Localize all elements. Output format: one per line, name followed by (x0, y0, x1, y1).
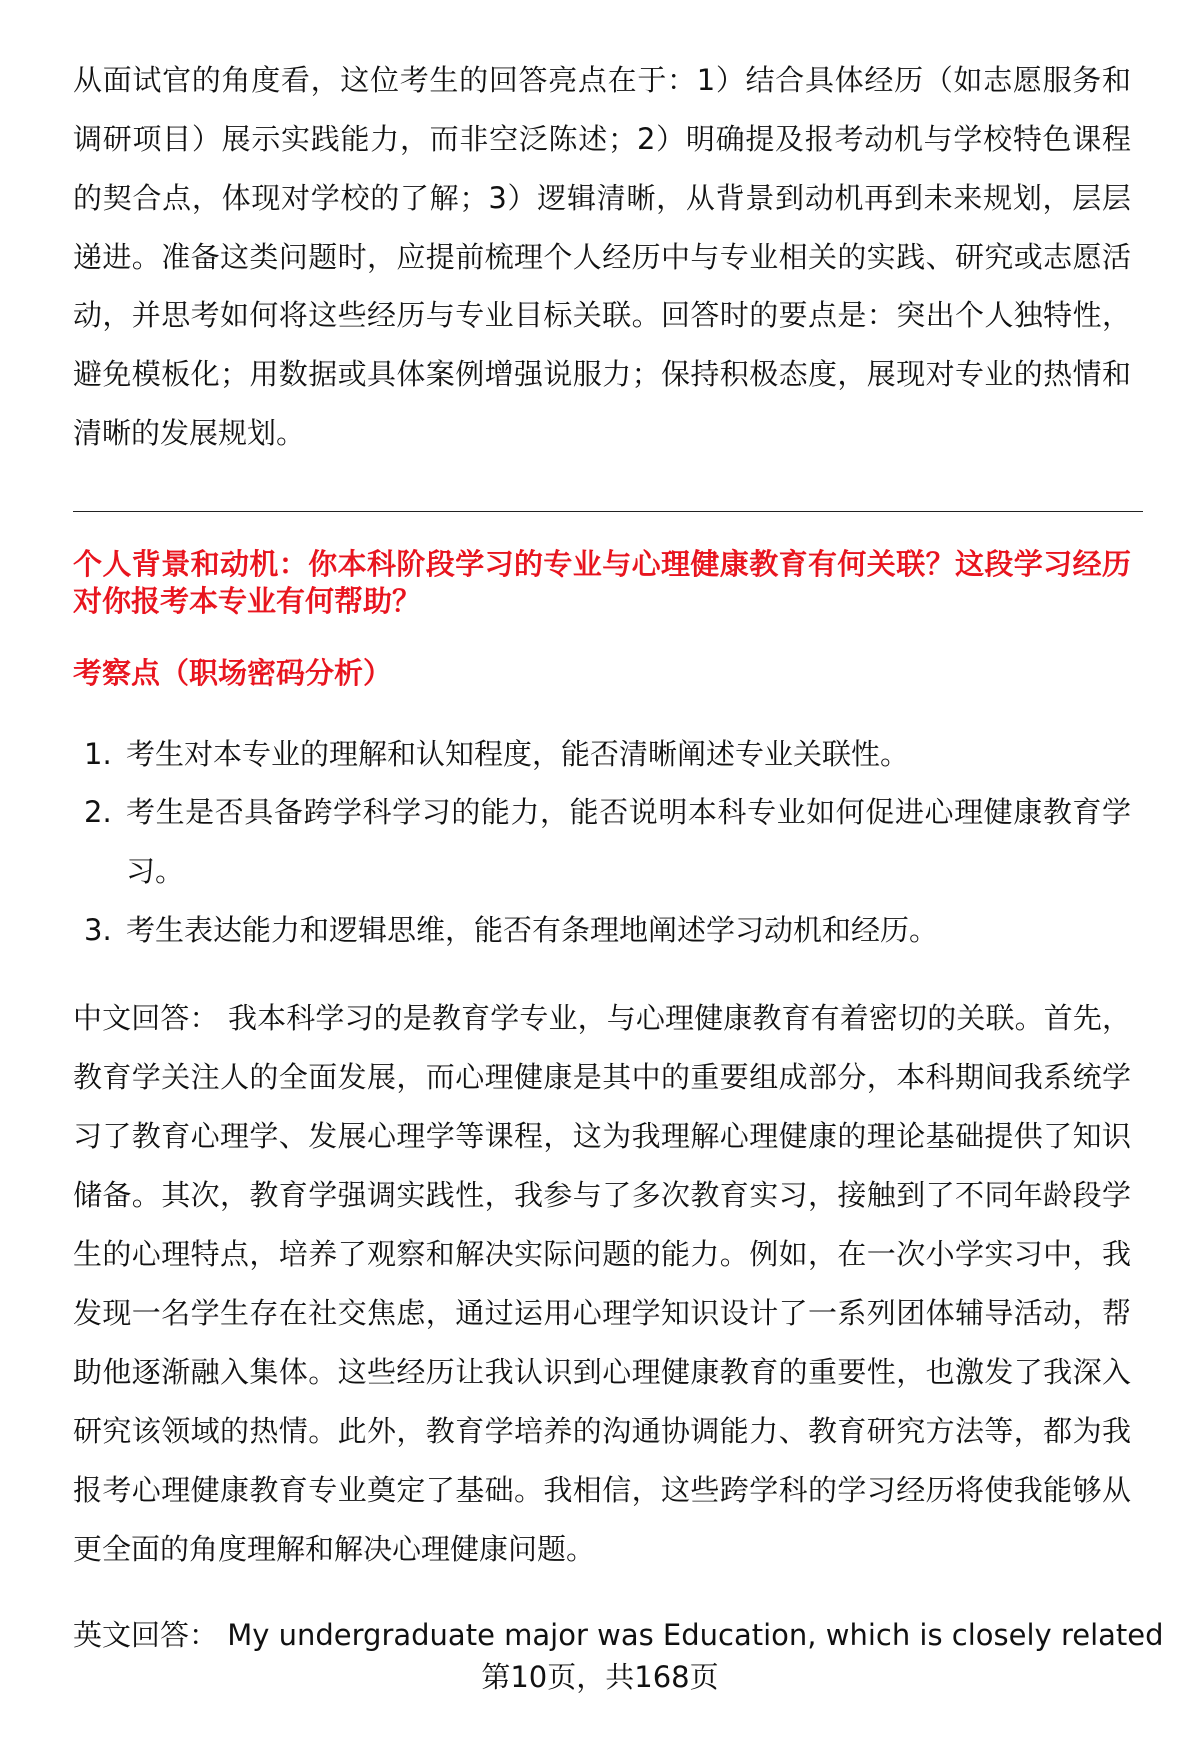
page-number: 第10页，共168页 (481, 1660, 719, 1694)
text-line: 教育学关注人的全面发展，而心理健康是其中的重要组成部分，本科期间我系统学 (73, 1060, 1131, 1094)
text-line: 的契合点，体现对学校的了解；3）逻辑清晰，从背景到动机再到未来规划，层层 (73, 181, 1131, 215)
text-line: 助他逐渐融入集体。这些经历让我认识到心理健康教育的重要性，也激发了我深入 (73, 1355, 1131, 1389)
text-line: 从面试官的角度看，这位考生的回答亮点在于：1）结合具体经历（如志愿服务和 (73, 63, 1131, 97)
question-line: 对你报考本专业有何帮助？ (73, 584, 422, 618)
list-number: 3. (84, 913, 112, 947)
text-line: 动，并思考如何将这些经历与专业目标关联。回答时的要点是：突出个人独特性， (73, 298, 1131, 332)
text-line: 递进。准备这类问题时，应提前梳理个人经历中与专业相关的实践、研究或志愿活 (73, 240, 1131, 274)
text-line: 报考心理健康教育专业奠定了基础。我相信，这些跨学科的学习经历将使我能够从 (73, 1473, 1131, 1507)
text-line: 生的心理特点，培养了观察和解决实际问题的能力。例如，在一次小学实习中，我 (73, 1237, 1131, 1271)
english-answer: 英文回答： My undergraduate major was Education, which is closely related (73, 1618, 1164, 1652)
text-line: 更全面的角度理解和解决心理健康问题。 (73, 1532, 596, 1566)
text-line: 中文回答： 我本科学习的是教育学专业，与心理健康教育有着密切的关联。首先， (73, 1001, 1131, 1035)
question-line: 个人背景和动机：你本科阶段学习的专业与心理健康教育有何关联？这段学习经历 (73, 547, 1131, 581)
list-number: 1. (84, 737, 112, 771)
list-text: 习。 (126, 854, 185, 888)
section-divider (73, 511, 1143, 512)
list-number: 2. (84, 795, 112, 829)
text-line: 清晰的发展规划。 (73, 416, 306, 450)
text-line: 发现一名学生存在社交焦虑，通过运用心理学知识设计了一系列团体辅导活动，帮 (73, 1296, 1131, 1330)
list-text: 考生是否具备跨学科学习的能力，能否说明本科专业如何促进心理健康教育学 (126, 795, 1131, 829)
text-line: 研究该领域的热情。此外，教育学培养的沟通协调能力、教育研究方法等，都为我 (73, 1414, 1131, 1448)
list-text: 考生对本专业的理解和认知程度，能否清晰阐述专业关联性。 (126, 737, 910, 771)
list-text: 考生表达能力和逻辑思维，能否有条理地阐述学习动机和经历。 (126, 913, 939, 947)
text-line: 避免模板化；用数据或具体案例增强说服力；保持积极态度，展现对专业的热情和 (73, 357, 1131, 391)
analysis-heading: 考察点（职场密码分析） (73, 656, 393, 690)
text-line: 习了教育心理学、发展心理学等课程，这为我理解心理健康的理论基础提供了知识 (73, 1119, 1131, 1153)
text-line: 调研项目）展示实践能力，而非空泛陈述；2）明确提及报考动机与学校特色课程 (73, 122, 1131, 156)
text-line: 储备。其次，教育学强调实践性，我参与了多次教育实习，接触到了不同年龄段学 (73, 1178, 1131, 1212)
